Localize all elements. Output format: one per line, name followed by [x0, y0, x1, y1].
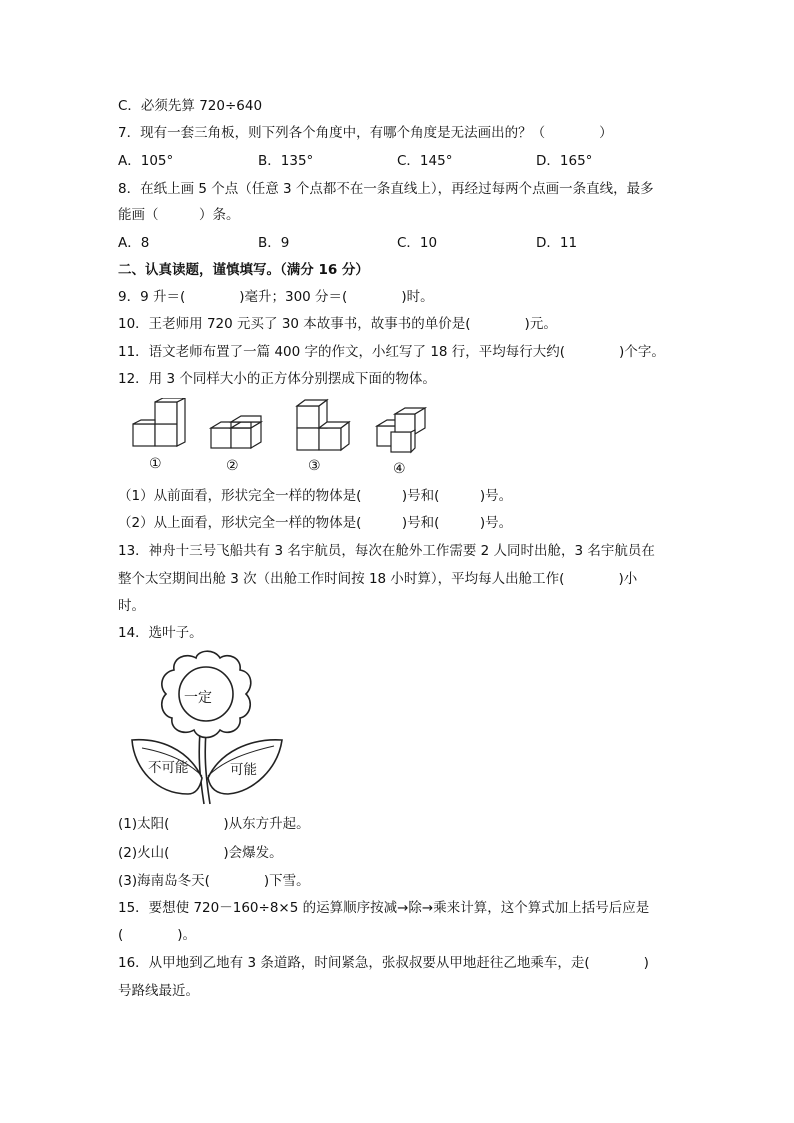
cube-label-4: ④ — [393, 461, 406, 477]
flower-center-label: 一定 — [184, 690, 212, 706]
cube-figure-1 — [133, 398, 185, 446]
question-14-part-1: (1)太阳( )从东方升起。 — [118, 816, 310, 832]
cube-figure-4 — [377, 408, 425, 452]
question-13-line-2: 整个太空期间出舱 3 次（出舱工作时间按 18 小时算），平均每人出舱工作( )小 — [118, 571, 638, 587]
right-leaf-label: 可能 — [230, 762, 257, 778]
question-12-part-2: （2）从上面看，形状完全一样的物体是( )号和( )号。 — [118, 515, 513, 531]
question-10: 10．王老师用 720 元买了 30 本故事书，故事书的单价是( )元。 — [118, 316, 557, 332]
q8-option-c: C．10 — [397, 235, 438, 251]
flower-illustration — [128, 648, 288, 808]
question-14-part-2: (2)火山( )会爆发。 — [118, 845, 283, 861]
section-2-heading: 二、认真读题，谨慎填写。（满分 16 分） — [118, 262, 369, 278]
question-15-line-2: ( )。 — [118, 927, 197, 943]
question-13-line-1: 13．神舟十三号飞船共有 3 名宇航员，每次在舱外工作需要 2 人同时出舱，3 名宇航员在 — [118, 543, 655, 559]
question-8-line-1: 8．在纸上画 5 个点（任意 3 个点都不在一条直线上），再经过每两个点画一条直线，最多 — [118, 181, 654, 197]
cube-figure-3 — [297, 400, 349, 450]
question-16-line-1: 16．从甲地到乙地有 3 条道路，时间紧急，张叔叔要从甲地赶往乙地乘车，走( ) — [118, 955, 649, 971]
question-16-line-2: 号路线最近。 — [118, 983, 199, 999]
question-12-part-1: （1）从前面看，形状完全一样的物体是( )号和( )号。 — [118, 488, 513, 504]
cube-figure-2 — [211, 416, 261, 448]
left-leaf-label: 不可能 — [148, 760, 189, 776]
question-14-part-3: (3)海南岛冬天( )下雪。 — [118, 873, 310, 889]
question-9: 9．9 升＝( )毫升；300 分＝( )时。 — [118, 289, 434, 305]
q7-option-a: A．105° — [118, 153, 174, 169]
cube-label-3: ③ — [308, 458, 321, 474]
question-8-line-2: 能画（ ）条。 — [118, 207, 240, 223]
question-11: 11．语文老师布置了一篇 400 字的作文，小红写了 18 行，平均每行大约( )个字。 — [118, 344, 665, 360]
q7-option-c: C．145° — [397, 153, 453, 169]
q7-option-b: B．135° — [258, 153, 314, 169]
q8-option-d: D．11 — [536, 235, 578, 251]
question-13-line-3: 时。 — [118, 598, 145, 614]
question-14: 14．选叶子。 — [118, 625, 203, 641]
q7-option-d: D．165° — [536, 153, 593, 169]
cube-label-2: ② — [226, 458, 239, 474]
cube-label-1: ① — [149, 456, 162, 472]
q8-option-b: B．9 — [258, 235, 290, 251]
q8-option-a: A．8 — [118, 235, 150, 251]
question-12: 12．用 3 个同样大小的正方体分别摆成下面的物体。 — [118, 371, 436, 387]
question-15-line-1: 15．要想使 720－160÷8×5 的运算顺序按减→除→乘来计算，这个算式加上括号后应是 — [118, 900, 650, 916]
option-c-line: C．必须先算 720÷640 — [118, 98, 263, 114]
question-7: 7．现有一套三角板，则下列各个角度中，有哪个角度是无法画出的？（ ） — [118, 125, 613, 141]
